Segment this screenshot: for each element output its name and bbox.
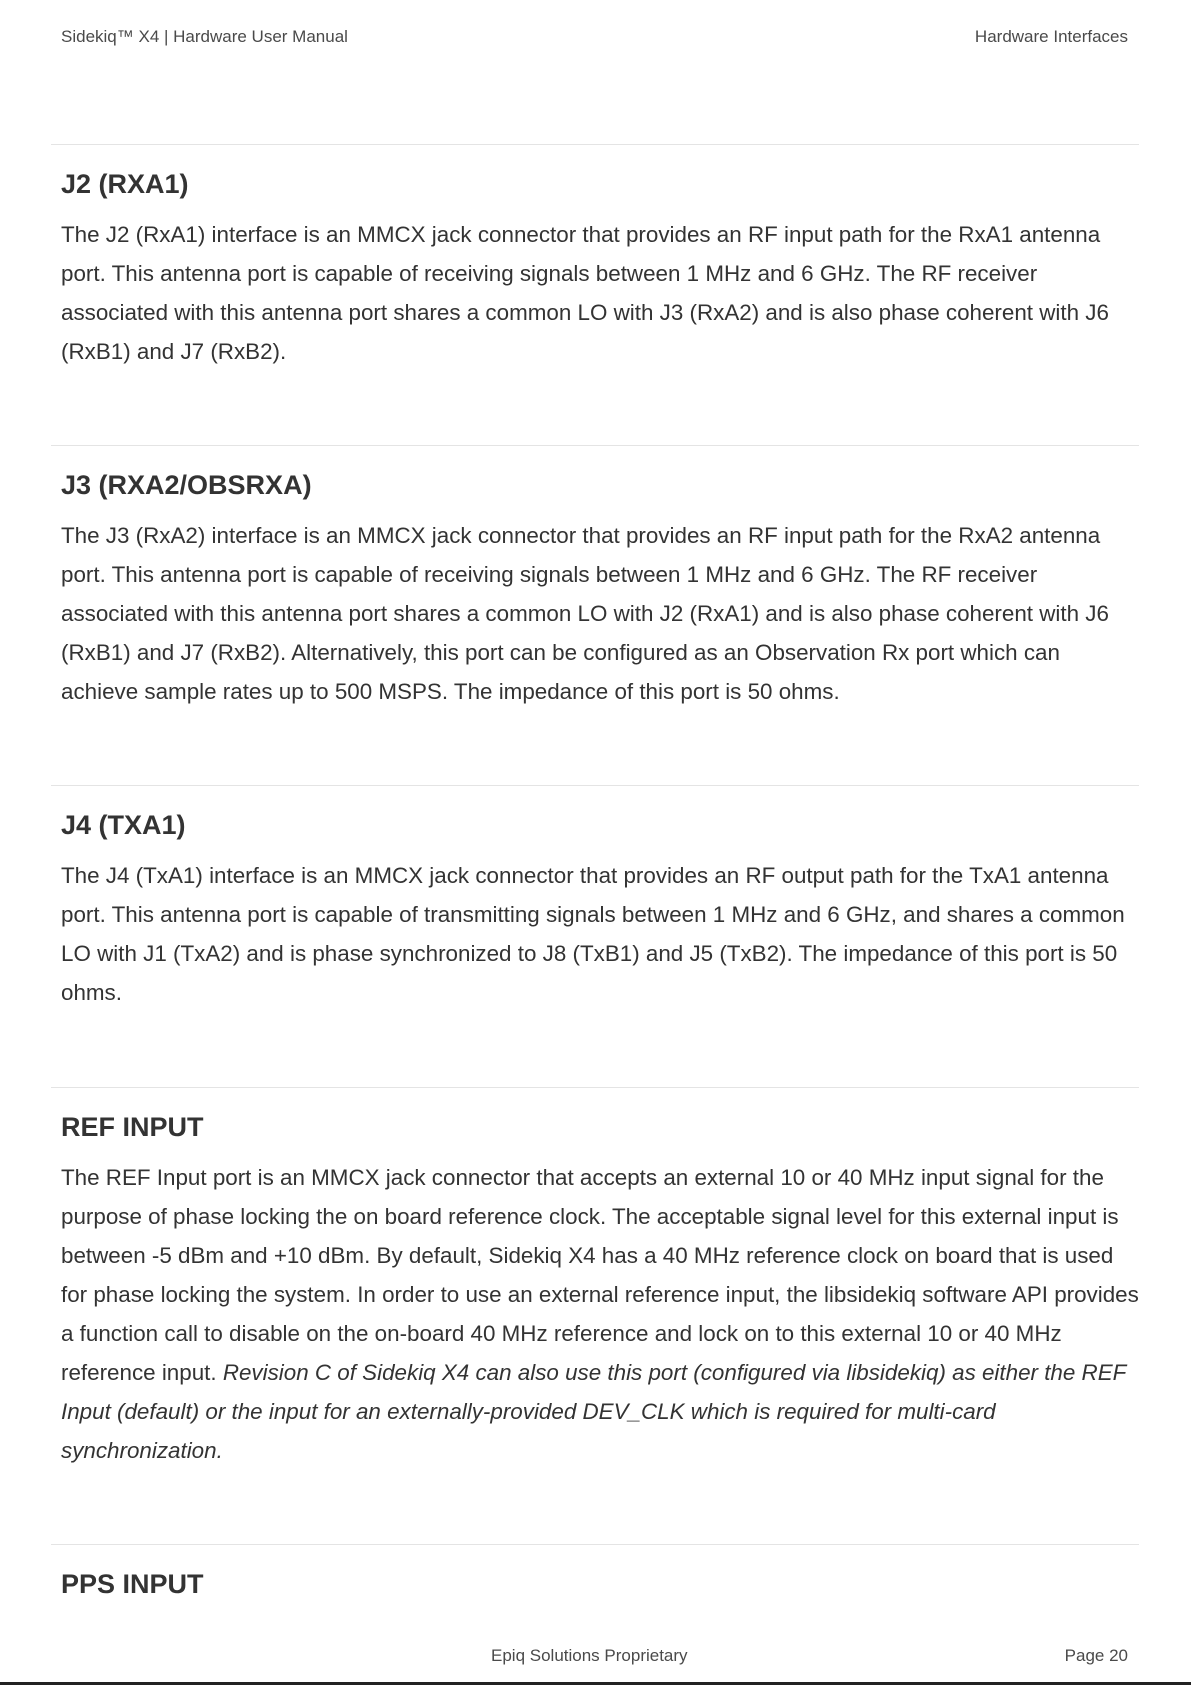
- section-body-italic: Revision C of Sidekiq X4 can also use this port (configured via libsidekiq) as either the REF Input (default) or the input for an externally-provided DEV_CLK which is required for multi-card synchronization.: [61, 1360, 1126, 1463]
- section-body: The J2 (RxA1) interface is an MMCX jack connector that provides an RF input path for the RxA1 antenna port. This antenna port is capable of receiving signals between 1 MHz and 6 GHz. The RF receiver associated with this antenna port shares a common LO with J3 (RxA2) and is also phase coherent with J6 (RxB1) and J7 (RxB2).: [61, 222, 1109, 364]
- section-heading: J2 (RXA1): [61, 169, 189, 199]
- section-heading: J4 (TXA1): [61, 810, 186, 840]
- section-ref-input: [51, 1087, 1139, 1544]
- document-title: Sidekiq™ X4 | Hardware User Manual: [61, 27, 348, 46]
- section-j4: [51, 785, 1139, 1086]
- section-body: The J3 (RxA2) interface is an MMCX jack connector that provides an RF input path for the RxA2 antenna port. This antenna port is capable of receiving signals between 1 MHz and 6 GHz. The RF receiver associated with this antenna port shares a common LO with J2 (RxA1) and is also phase coherent with J6 (RxB1) and J7 (RxB2). Alternatively, this port can be configured as an Observation Rx port which can achieve sample rates up to 500 MSPS. The impedance of this port is 50 ohms.: [61, 523, 1109, 704]
- page-footer: [0, 1646, 1191, 1670]
- section-pps-input: [51, 1544, 1139, 1605]
- page-header: [61, 27, 1128, 51]
- section-body: [61, 1158, 1141, 1470]
- section-j3: [51, 445, 1139, 786]
- section-heading: REF INPUT: [61, 1112, 204, 1142]
- chapter-title: Hardware Interfaces: [974, 27, 1128, 46]
- section-j2: [51, 144, 1139, 445]
- section-body: The J4 (TxA1) interface is an MMCX jack connector that provides an RF output path for the TxA1 antenna port. This antenna port is capable of transmitting signals between 1 MHz and 6 GHz, and shares a common LO with J1 (TxA2) and is phase synchronized to J8 (TxB1) and J5 (TxB2). The impedance of this port is 50 ohms.: [61, 863, 1125, 1005]
- section-heading: PPS INPUT: [61, 1569, 204, 1599]
- footer-proprietary: Epiq Solutions Proprietary: [491, 1646, 688, 1665]
- page-number: Page 20: [1064, 1646, 1128, 1665]
- section-heading: J3 (RXA2/OBSRXA): [61, 470, 312, 500]
- section-body-text: The REF Input port is an MMCX jack connector that accepts an external 10 or 40 MHz input signal for the purpose of phase locking the on board reference clock. The acceptable signal level for this external input is between -5 dBm and +10 dBm. By default, Sidekiq X4 has a 40 MHz reference clock on board that is used for phase locking the system. In order to use an external reference input, the libsidekiq software API provides a function call to disable on the on-board 40 MHz reference and lock on to this external 10 or 40 MHz reference input.: [61, 1165, 1139, 1385]
